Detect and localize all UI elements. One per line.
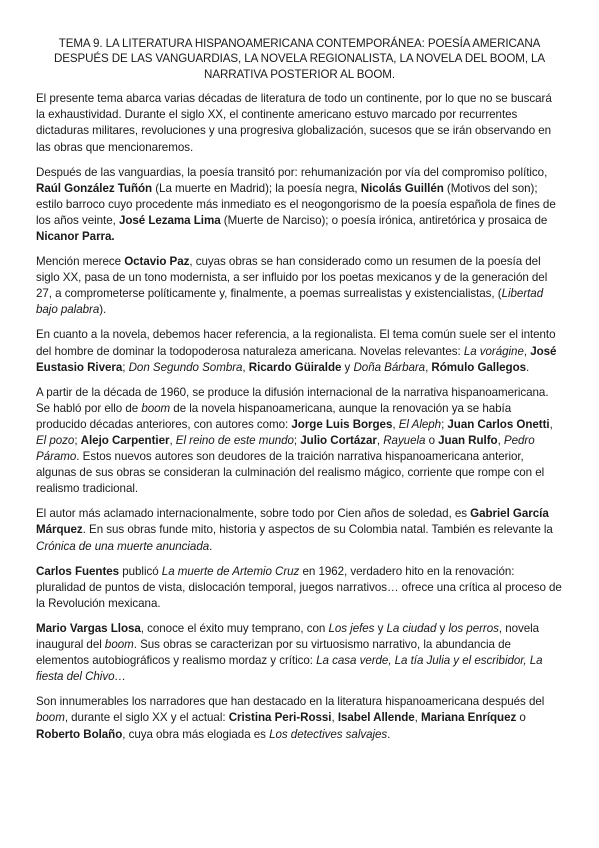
text-run: publicó [119, 564, 162, 578]
text-run: . [387, 727, 391, 741]
italic-text: Libertad bajo palabra [36, 287, 544, 317]
text-run: , [523, 344, 531, 358]
bold-text: Gabriel García Márquez [36, 507, 549, 537]
text-run: , [549, 417, 553, 431]
paragraph [36, 385, 563, 498]
paragraph [36, 91, 563, 155]
italic-text: Don Segundo Sombra [128, 360, 243, 374]
paragraph [36, 621, 563, 685]
bold-text: Ricardo Güiralde [248, 360, 342, 374]
text-run: o [516, 711, 526, 725]
text-run: , [331, 711, 338, 725]
text-run: El autor más aclamado internacionalmente, sobre todo por Cien años de soledad, es [36, 507, 471, 521]
text-run: , cuyas obras se han considerado como un resumen de la poesía del siglo XX, pasa de un tono modernista, a ser influido por los poetas mexicanos y de la generación del 27, a comprometerse políticamente y, finalmente, a poemas surrealistas y existencialistas, ( [36, 255, 548, 301]
bold-text: Carlos Fuentes [36, 564, 120, 578]
text-run: ; [74, 434, 81, 447]
text-run: ; [122, 360, 129, 374]
bold-text: Roberto Bolaño [36, 727, 123, 741]
italic-text: boom [36, 711, 65, 725]
paragraph [36, 165, 563, 245]
text-run: En cuanto a la novela, debemos hacer referencia, a la regionalista. El tema común suele ser el intento del hombre de dominar la todopoderosa naturaleza americana. Novelas relevantes: [36, 328, 556, 358]
bold-text: Nicolás Guillén [360, 181, 444, 195]
italic-text: La vorágine [463, 344, 524, 358]
bold-text: Cristina Peri-Rossi [228, 711, 332, 725]
bold-text: Julio Cortázar [300, 434, 377, 447]
text-run: ). [99, 303, 107, 317]
bold-text: Nicanor Parra. [36, 229, 115, 243]
italic-text: Rayuela [383, 434, 426, 447]
text-run: (La muerte en Madrid); la poesía negra, [152, 181, 361, 195]
bold-text: Juan Carlos Onetti [447, 417, 550, 431]
italic-text: El pozo [36, 434, 75, 447]
text-run: . Estos nuevos autores son deudores de la traición narrativa hispanoamericana anterior, algunas de sus obras se consideran la culminación del realismo mágico, corriente que rompe con el realismo tradicional. [36, 450, 545, 496]
text-run: o [425, 434, 439, 447]
text-run: , conoce el éxito muy temprano, con [140, 621, 329, 635]
italic-text: Los detectives salvajes [269, 727, 388, 741]
text-run: , [242, 360, 249, 374]
document-title: TEMA 9. LA LITERATURA HISPANOAMERICANA CONTEMPORÁNEA: POESÍA AMERICANA DESPUÉS DE LAS VANGUARDIAS, LA NOVELA REGIONALISTA, LA NOVELA DEL BOOM, LA NARRATIVA POSTERIOR AL BOOM. [53, 37, 546, 81]
text-run: ; [293, 434, 301, 447]
bold-text: Isabel Allende [337, 711, 415, 725]
text-run: , [425, 360, 432, 374]
text-run: , [169, 434, 176, 447]
text-run: , novela inaugural del [36, 621, 540, 652]
italic-text: La casa verde, La tía Julia y el escribidor, La fiesta del Chivo… [36, 654, 543, 684]
paragraph [36, 694, 563, 742]
text-run: , durante el siglo XX y el actual: [64, 711, 229, 725]
text-run: y [374, 621, 387, 635]
text-run: Después de las vanguardias, la poesía transitó por: rehumanización por vía del compromiso político, [36, 165, 548, 179]
text-run: , [376, 434, 384, 447]
text-run: en 1962, verdadero hito en la renovación: pluralidad de puntos de vista, dislocación temporal, juegos narrativos… ofrece una crítica al proceso de la Revolución mexicana. [36, 564, 562, 610]
bold-text: Octavio Paz [124, 255, 190, 269]
text-run: A partir de la década de 1960, se produce la difusión internacional de la narrativa hispanoamericana. Se habló por ello de [36, 385, 549, 415]
text-run: Son innumerables los narradores que han destacado en la literatura hispanoamericana después del [36, 695, 545, 709]
text-run: , cuya obra más elogiada es [122, 727, 270, 741]
bold-text: Jorge Luis Borges [291, 417, 393, 431]
text-run: . Sus obras se caracterizan por su virtuosismo narrativo, la abundancia de elementos autobiográficos y realismo mordaz y crítico: [36, 638, 511, 668]
text-run: . [526, 360, 530, 374]
italic-text: boom [104, 638, 134, 652]
bold-text: Mario Vargas Llosa [36, 621, 141, 635]
italic-text: La muerte de Artemio Cruz [161, 564, 300, 578]
italic-text: El reino de este mundo [175, 434, 294, 447]
text-run: El presente tema abarca varias décadas de literatura de todo un continente, por lo que no se buscará la exhaustividad. Durante el siglo XX, el continente americano estuvo marcado por recurrentes dictaduras militares, revoluciones y una progresiva globalización, sucesos que se irán observando en las obras que mencionaremos. [36, 92, 552, 154]
paragraph [36, 327, 563, 375]
bold-text: Rómulo Gallegos [431, 360, 527, 374]
paragraph [36, 506, 563, 554]
text-run: . [209, 539, 213, 553]
text-run: ; [441, 417, 448, 431]
bold-text: Juan Rulfo [438, 434, 498, 447]
text-run: , [414, 711, 422, 725]
text-run: y [341, 360, 354, 374]
italic-text: La ciudad [386, 621, 437, 635]
italic-text: los perros [448, 621, 499, 635]
paragraph [36, 564, 563, 612]
italic-text: Pedro Páramo [36, 434, 535, 464]
bold-text: Mariana Enríquez [421, 711, 517, 725]
text-run: (Muerte de Narciso); o poesía irónica, antiretórica y prosaica de [220, 213, 548, 227]
text-run: , [392, 417, 399, 431]
bold-text: José Lezama Lima [118, 213, 221, 227]
italic-text: El Aleph [398, 417, 442, 431]
text-run: y [436, 621, 449, 635]
bold-text: José Eustasio Rivera [36, 344, 557, 374]
document-body [36, 91, 563, 742]
text-run: . En sus obras funde mito, historia y aspectos de su Colombia natal. También es relevante la [82, 523, 553, 537]
text-run: de la novela hispanoamericana, aunque la renovación ya se había producido décadas anteriores, con autores como: [36, 401, 512, 431]
italic-text: Doña Bárbara [353, 360, 426, 374]
italic-text: Los jefes [328, 621, 375, 635]
italic-text: Crónica de una muerte anunciada [36, 539, 210, 553]
paragraph [36, 254, 563, 318]
bold-text: Raúl González Tuñón [36, 181, 153, 195]
text-run: , [497, 434, 504, 447]
text-run: (Motivos del son); estilo barroco cuyo procedente más inmediato es el neogongorismo de la poesía española de fines de los años veinte, [36, 181, 556, 227]
italic-text: boom [141, 401, 171, 415]
bold-text: Alejo Carpentier [80, 434, 170, 447]
text-run: Mención merece [36, 255, 125, 269]
